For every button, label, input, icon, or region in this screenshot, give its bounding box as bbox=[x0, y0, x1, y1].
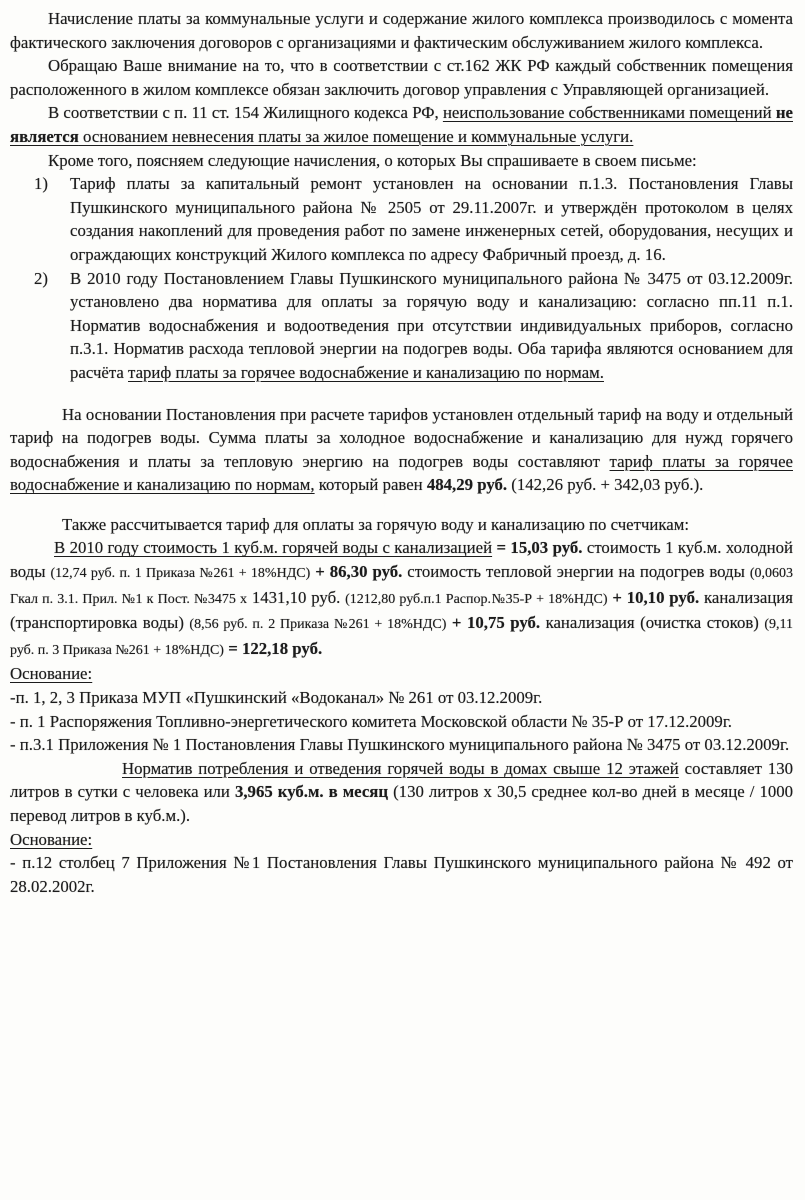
text-run: тариф платы за горячее водоснабжение и канализацию по нормам. bbox=[128, 362, 604, 382]
text-run: 3,965 куб.м. в месяц bbox=[234, 782, 389, 802]
text-run: = 15,03 руб. bbox=[496, 538, 583, 558]
list-item-1 bbox=[10, 172, 793, 266]
text-run: канализация (транспортировка воды) bbox=[10, 587, 794, 633]
para-na-osnovanii bbox=[10, 403, 793, 497]
para-prilozhenie-3475 bbox=[10, 733, 793, 757]
text-run: стоимость 1 куб.м. холодной воды bbox=[10, 538, 793, 582]
text-run: (9,11 руб. п. 3 Приказа №261 + 18%НДС) bbox=[10, 617, 793, 658]
para-takzhe bbox=[10, 513, 793, 537]
text-run: неиспользование собственниками помещений bbox=[442, 103, 776, 123]
text-run: (130 литров х 30,5 среднее кол-во дней в месяце / 1000 перевод литров в куб.м.). bbox=[10, 782, 794, 825]
text-run: Основание: bbox=[10, 829, 93, 849]
text-run: Также рассчитывается тариф для оплаты за горячую воду и канализацию по счетчикам: bbox=[62, 514, 690, 534]
para-obrashchayu bbox=[10, 54, 793, 101]
para-p12-stolbec bbox=[10, 851, 793, 898]
list-marker-1: 1) bbox=[34, 174, 48, 194]
list-marker-2: 2) bbox=[34, 268, 48, 288]
text-run: Кроме того, поясняем следующие начисления, о которых Вы спрашиваете в своем письме: bbox=[48, 150, 697, 170]
para-rasporyazhenie-35r bbox=[10, 710, 793, 734]
list-item-2-text bbox=[70, 267, 793, 385]
text-run: + 10,10 руб. bbox=[612, 587, 700, 607]
para-normativ bbox=[10, 757, 793, 828]
heading-osnovanie-2 bbox=[10, 828, 793, 852]
text-run: составляет 130 литров в сутки с человека или bbox=[10, 758, 793, 802]
text-run: Основание: bbox=[10, 664, 93, 684]
text-run: стоимость тепловой энергии на подогрев воды bbox=[402, 562, 750, 582]
text-run: основанием невнесения платы за жилое помещение и коммунальные услуги. bbox=[78, 126, 634, 146]
text-run: = 122,18 руб. bbox=[228, 638, 323, 658]
text-run: - п.12 столбец 7 Приложения №1 Постановления Главы Пушкинского муниципального района № 492 от 28.02.2002г. bbox=[10, 853, 793, 896]
heading-osnovanie-1 bbox=[10, 662, 793, 686]
text-run: + 10,75 руб. bbox=[451, 613, 541, 633]
text-run: 484,29 руб. bbox=[426, 475, 508, 495]
text-run: Обращаю Ваше внимание на то, что в соответствии с ст.162 ЖК РФ каждый собственник помещения расположенного в жилом комплексе обязан заключить договор управления с Управляющей организацией. bbox=[10, 56, 793, 99]
text-run: канализация (очистка стоков) bbox=[540, 613, 765, 633]
text-run: который равен bbox=[314, 475, 427, 495]
text-run: не является bbox=[10, 103, 793, 146]
para-v-2010-stoimost bbox=[10, 536, 793, 662]
para-nachislenie bbox=[10, 7, 793, 54]
text-run: (8,56 руб. п. 2 Приказа №261 + 18%НДС) bbox=[189, 617, 447, 633]
text-run: -п. 1, 2, 3 Приказа МУП «Пушкинский «Водоканал» № 261 от 03.12.2009г. bbox=[10, 688, 543, 708]
text-run: (1212,80 руб.п.1 Распор.№35-Р + 18%НДС) bbox=[345, 591, 608, 607]
text-run: В соответствии с п. 11 ст. 154 Жилищного кодекса РФ, bbox=[48, 103, 443, 123]
list-item-2 bbox=[10, 267, 793, 385]
text-run: Начисление платы за коммунальные услуги и содержание жилого комплекса производилось с момента фактического заключения договоров с организациями и фактическим обслуживанием жилого комплекса. bbox=[10, 9, 793, 52]
text-run: - п.3.1 Приложения № 1 Постановления Главы Пушкинского муниципального района № 3475 от 03.12.2009г. bbox=[10, 735, 790, 755]
text-run: + 86,30 руб. bbox=[315, 562, 403, 582]
text-run: (0,0603 Гкал п. 3.1. Прил. №1 к Пост. №3475 х bbox=[10, 566, 794, 607]
text-run: На основании Постановления при расчете тарифов установлен отдельный тариф на воду и отдельный тариф на подогрев воды. Сумма платы за холодное водоснабжение и канализацию для нужд горячего водоснабжения и платы за тепловую энергию на подогрев воды составляют bbox=[10, 404, 793, 471]
text-run: В 2010 году стоимость 1 куб.м. горячей воды с канализацией bbox=[54, 538, 493, 558]
text-run: тариф платы за горячее водоснабжение и канализацию по нормам, bbox=[10, 451, 793, 495]
text-run: Тариф платы за капитальный ремонт установлен на основании п.1.3. Постановления Главы Пушкинского муниципального района № 2505 от 29.11.2007г. и утверждён протоколом в целях создания накоплений для проведения работ по замене инженерных сетей, оборудования, несущих и ограждающих конструкций Жилого комплекса по адресу Фабричный проезд, д. 16. bbox=[70, 174, 793, 264]
text-run: - п. 1 Распоряжения Топливно-энергетического комитета Московской области № 35-Р от 17.12.2009г. bbox=[10, 711, 733, 731]
text-run: (142,26 руб. + 342,03 руб.). bbox=[507, 475, 704, 495]
para-sootvetstvie bbox=[10, 101, 793, 148]
text-run: (12,74 руб. п. 1 Приказа №261 + 18%НДС) bbox=[50, 566, 311, 582]
text-run: 1431,10 руб. bbox=[247, 587, 346, 607]
list-item-1-text bbox=[70, 172, 793, 266]
para-krome-togo bbox=[10, 149, 793, 173]
para-prikaz-261 bbox=[10, 686, 793, 710]
text-run: В 2010 году Постановлением Главы Пушкинского муниципального района № 3475 от 03.12.2009г. установлено два норматива для оплаты за горячую воду и канализацию: согласно пп.11 п.1. Норматив водоснабжения и водоотведения при отсутствии индивидуальных приборов, согласно п.3.1. Норматив расхода тепловой энергии на подогрев воды. Оба тарифа являются основанием для расчёта bbox=[70, 268, 793, 382]
text-run: Норматив потребления и отведения горячей воды в домах свыше 12 этажей bbox=[122, 758, 679, 778]
